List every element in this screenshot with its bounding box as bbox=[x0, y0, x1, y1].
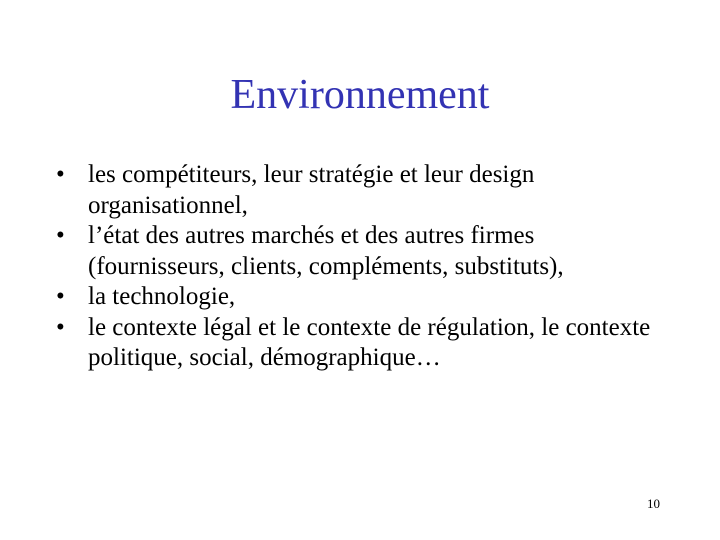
bullet-item bbox=[56, 282, 656, 313]
bullet-item bbox=[56, 160, 656, 221]
bullet-icon: • bbox=[56, 283, 65, 310]
page-number: 10 bbox=[647, 496, 660, 511]
bullet-icon: • bbox=[56, 161, 65, 188]
bullet-item bbox=[56, 221, 656, 282]
bullet-text: le contexte légal et le contexte de régulation, le contexte politique, social, démographique… bbox=[88, 313, 651, 371]
slide-title: Environnement bbox=[230, 72, 490, 118]
bullet-list bbox=[56, 160, 656, 374]
bullet-icon: • bbox=[56, 222, 65, 249]
bullet-item bbox=[56, 313, 656, 374]
bullet-text: la technologie, bbox=[88, 283, 236, 310]
bullet-icon: • bbox=[56, 313, 65, 341]
bullet-text: l’état des autres marchés et des autres firmes (fournisseurs, clients, compléments, substituts), bbox=[88, 222, 564, 280]
bullet-text: les compétiteurs, leur stratégie et leur design organisationnel, bbox=[88, 161, 535, 219]
